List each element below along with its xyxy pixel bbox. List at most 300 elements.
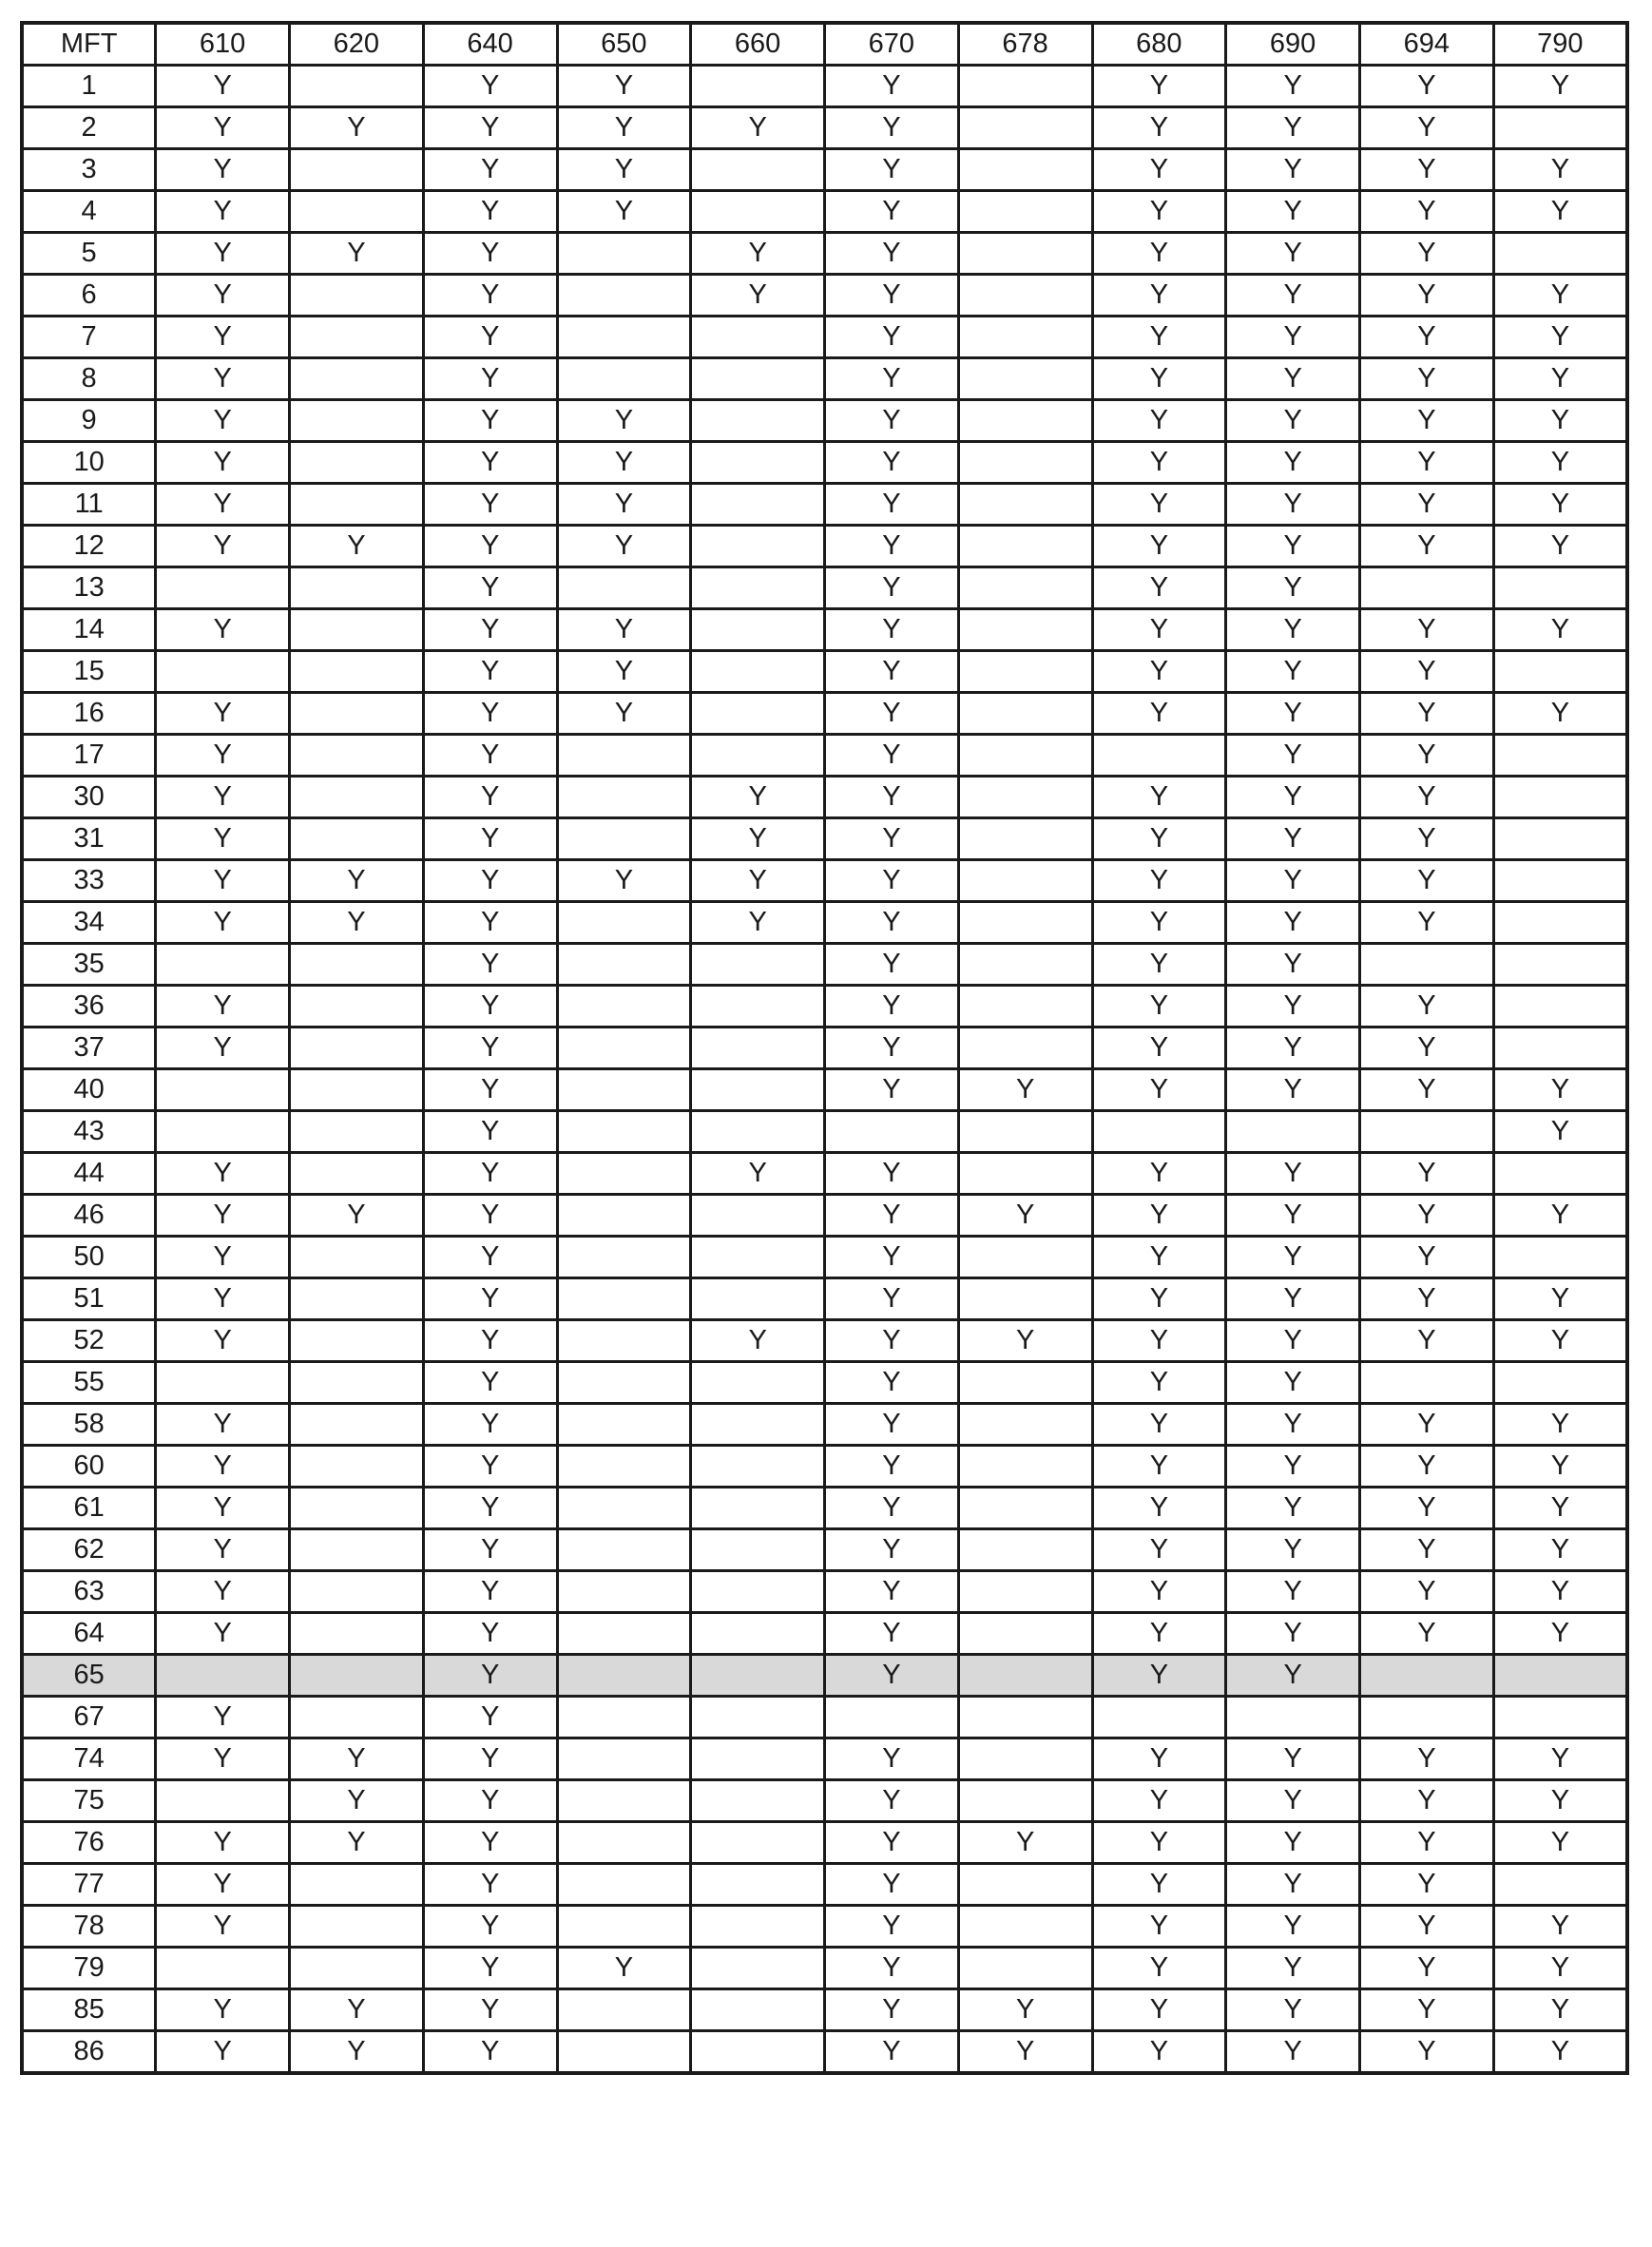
compatibility-cell bbox=[290, 1613, 424, 1655]
compatibility-cell bbox=[156, 1362, 290, 1404]
table-row bbox=[22, 2031, 1627, 2074]
mft-number-cell: 33 bbox=[22, 860, 156, 902]
compatibility-cell: Y bbox=[1360, 860, 1494, 902]
compatibility-cell bbox=[958, 275, 1092, 317]
compatibility-cell: Y bbox=[1226, 442, 1360, 484]
mft-number-cell: 64 bbox=[22, 1613, 156, 1655]
mft-number-cell: 79 bbox=[22, 1948, 156, 1989]
compatibility-cell: Y bbox=[1360, 1906, 1494, 1948]
compatibility-cell bbox=[691, 2031, 825, 2074]
compatibility-cell: Y bbox=[825, 1948, 959, 1989]
compatibility-cell: Y bbox=[958, 1195, 1092, 1237]
compatibility-cell bbox=[691, 1906, 825, 1948]
compatibility-cell: Y bbox=[1226, 651, 1360, 693]
compatibility-cell: Y bbox=[1092, 1237, 1226, 1278]
compatibility-cell bbox=[958, 1404, 1092, 1446]
compatibility-cell bbox=[958, 944, 1092, 986]
compatibility-cell: Y bbox=[1226, 986, 1360, 1027]
mft-number-cell: 11 bbox=[22, 484, 156, 526]
compatibility-cell: Y bbox=[557, 484, 691, 526]
compatibility-cell: Y bbox=[156, 484, 290, 526]
compatibility-cell: Y bbox=[156, 609, 290, 651]
compatibility-cell: Y bbox=[1360, 1069, 1494, 1111]
compatibility-cell: Y bbox=[423, 1195, 557, 1237]
compatibility-cell: Y bbox=[1360, 1738, 1494, 1780]
compatibility-cell: Y bbox=[1226, 1864, 1360, 1906]
compatibility-cell bbox=[958, 484, 1092, 526]
compatibility-cell: Y bbox=[1092, 1529, 1226, 1571]
compatibility-cell: Y bbox=[423, 651, 557, 693]
compatibility-cell bbox=[557, 1571, 691, 1613]
compatibility-cell: Y bbox=[1226, 1655, 1360, 1697]
compatibility-cell bbox=[1493, 1362, 1627, 1404]
compatibility-cell: Y bbox=[1092, 1738, 1226, 1780]
compatibility-cell bbox=[1360, 1111, 1494, 1153]
compatibility-cell: Y bbox=[825, 693, 959, 735]
compatibility-cell bbox=[691, 1362, 825, 1404]
compatibility-cell bbox=[958, 777, 1092, 818]
mft-number-cell: 9 bbox=[22, 400, 156, 442]
compatibility-cell: Y bbox=[423, 1864, 557, 1906]
compatibility-cell: Y bbox=[423, 1237, 557, 1278]
compatibility-cell: Y bbox=[1092, 1153, 1226, 1195]
compatibility-cell bbox=[691, 442, 825, 484]
compatibility-cell: Y bbox=[1360, 149, 1494, 191]
compatibility-cell: Y bbox=[825, 1069, 959, 1111]
mft-number-cell: 15 bbox=[22, 651, 156, 693]
compatibility-cell: Y bbox=[825, 818, 959, 860]
compatibility-cell: Y bbox=[423, 1989, 557, 2031]
compatibility-cell: Y bbox=[691, 818, 825, 860]
compatibility-cell: Y bbox=[1360, 1278, 1494, 1320]
compatibility-cell: Y bbox=[1360, 358, 1494, 400]
compatibility-cell: Y bbox=[423, 1948, 557, 1989]
compatibility-cell: Y bbox=[825, 1571, 959, 1613]
compatibility-cell: Y bbox=[1226, 1446, 1360, 1488]
compatibility-cell bbox=[1493, 1153, 1627, 1195]
compatibility-cell: Y bbox=[423, 1529, 557, 1571]
compatibility-cell: Y bbox=[691, 1153, 825, 1195]
compatibility-cell: Y bbox=[423, 1655, 557, 1697]
table-row bbox=[22, 1320, 1627, 1362]
compatibility-cell: Y bbox=[423, 1027, 557, 1069]
compatibility-cell: Y bbox=[1092, 1989, 1226, 2031]
compatibility-cell: Y bbox=[423, 1111, 557, 1153]
compatibility-cell: Y bbox=[825, 944, 959, 986]
compatibility-cell bbox=[1493, 944, 1627, 986]
compatibility-cell: Y bbox=[691, 902, 825, 944]
compatibility-cell: Y bbox=[156, 860, 290, 902]
compatibility-cell: Y bbox=[825, 1655, 959, 1697]
compatibility-cell: Y bbox=[156, 1822, 290, 1864]
compatibility-cell bbox=[958, 66, 1092, 107]
compatibility-cell: Y bbox=[557, 66, 691, 107]
compatibility-cell: Y bbox=[825, 735, 959, 777]
mft-number-cell: 5 bbox=[22, 233, 156, 275]
compatibility-cell: Y bbox=[1360, 1571, 1494, 1613]
compatibility-cell bbox=[1360, 944, 1494, 986]
compatibility-cell bbox=[290, 693, 424, 735]
compatibility-cell: Y bbox=[156, 358, 290, 400]
mft-number-cell: 40 bbox=[22, 1069, 156, 1111]
compatibility-cell: Y bbox=[1360, 233, 1494, 275]
column-header-model: 610 bbox=[156, 23, 290, 66]
compatibility-cell bbox=[557, 1613, 691, 1655]
column-header-model: 620 bbox=[290, 23, 424, 66]
compatibility-cell: Y bbox=[156, 2031, 290, 2074]
compatibility-cell: Y bbox=[1226, 107, 1360, 149]
table-row-highlighted bbox=[22, 1655, 1627, 1697]
column-header-model: 678 bbox=[958, 23, 1092, 66]
compatibility-cell: Y bbox=[1092, 1069, 1226, 1111]
compatibility-cell: Y bbox=[825, 902, 959, 944]
compatibility-cell: Y bbox=[290, 1738, 424, 1780]
table-row bbox=[22, 1697, 1627, 1738]
compatibility-cell bbox=[691, 1404, 825, 1446]
compatibility-cell: Y bbox=[1493, 1320, 1627, 1362]
compatibility-cell: Y bbox=[290, 1822, 424, 1864]
compatibility-cell: Y bbox=[1226, 902, 1360, 944]
compatibility-table bbox=[20, 21, 1629, 2075]
compatibility-cell bbox=[691, 66, 825, 107]
compatibility-cell bbox=[557, 1404, 691, 1446]
compatibility-cell bbox=[290, 149, 424, 191]
mft-number-cell: 46 bbox=[22, 1195, 156, 1237]
compatibility-cell: Y bbox=[156, 66, 290, 107]
compatibility-cell: Y bbox=[1360, 818, 1494, 860]
compatibility-cell: Y bbox=[1360, 1153, 1494, 1195]
compatibility-cell: Y bbox=[1226, 1027, 1360, 1069]
compatibility-cell: Y bbox=[1092, 609, 1226, 651]
compatibility-cell bbox=[557, 1822, 691, 1864]
compatibility-cell: Y bbox=[1493, 1446, 1627, 1488]
compatibility-cell bbox=[557, 567, 691, 609]
compatibility-cell: Y bbox=[156, 1153, 290, 1195]
compatibility-cell bbox=[1360, 1697, 1494, 1738]
mft-number-cell: 76 bbox=[22, 1822, 156, 1864]
compatibility-cell bbox=[290, 1153, 424, 1195]
compatibility-cell: Y bbox=[691, 777, 825, 818]
compatibility-cell bbox=[290, 1864, 424, 1906]
compatibility-cell bbox=[691, 1738, 825, 1780]
compatibility-cell: Y bbox=[290, 233, 424, 275]
compatibility-cell bbox=[290, 1655, 424, 1697]
compatibility-cell: Y bbox=[1360, 1195, 1494, 1237]
compatibility-cell bbox=[1493, 567, 1627, 609]
compatibility-cell bbox=[557, 358, 691, 400]
compatibility-cell bbox=[958, 1738, 1092, 1780]
compatibility-cell: Y bbox=[1226, 1906, 1360, 1948]
table-row bbox=[22, 191, 1627, 233]
compatibility-cell: Y bbox=[156, 191, 290, 233]
compatibility-cell bbox=[557, 1195, 691, 1237]
compatibility-cell: Y bbox=[1092, 191, 1226, 233]
compatibility-cell: Y bbox=[557, 526, 691, 567]
compatibility-cell: Y bbox=[1226, 1195, 1360, 1237]
compatibility-cell: Y bbox=[1360, 986, 1494, 1027]
compatibility-cell bbox=[691, 317, 825, 358]
compatibility-cell: Y bbox=[825, 107, 959, 149]
compatibility-cell: Y bbox=[1092, 986, 1226, 1027]
compatibility-cell: Y bbox=[958, 1320, 1092, 1362]
compatibility-cell: Y bbox=[156, 442, 290, 484]
compatibility-cell: Y bbox=[1092, 275, 1226, 317]
compatibility-cell: Y bbox=[825, 358, 959, 400]
compatibility-cell: Y bbox=[1360, 1613, 1494, 1655]
compatibility-cell: Y bbox=[290, 860, 424, 902]
compatibility-cell bbox=[290, 777, 424, 818]
compatibility-cell: Y bbox=[825, 484, 959, 526]
compatibility-cell: Y bbox=[156, 777, 290, 818]
compatibility-cell: Y bbox=[825, 860, 959, 902]
compatibility-cell: Y bbox=[1092, 66, 1226, 107]
compatibility-cell bbox=[557, 317, 691, 358]
table-row bbox=[22, 1948, 1627, 1989]
compatibility-cell: Y bbox=[1360, 693, 1494, 735]
compatibility-cell bbox=[691, 1948, 825, 1989]
compatibility-cell bbox=[557, 1153, 691, 1195]
compatibility-cell: Y bbox=[825, 1404, 959, 1446]
compatibility-cell bbox=[958, 149, 1092, 191]
compatibility-cell: Y bbox=[156, 526, 290, 567]
compatibility-cell: Y bbox=[423, 1613, 557, 1655]
compatibility-cell: Y bbox=[1226, 275, 1360, 317]
compatibility-cell: Y bbox=[557, 400, 691, 442]
compatibility-cell bbox=[1226, 1697, 1360, 1738]
compatibility-cell bbox=[1493, 1697, 1627, 1738]
compatibility-cell: Y bbox=[156, 1446, 290, 1488]
table-row bbox=[22, 1237, 1627, 1278]
compatibility-cell: Y bbox=[423, 1906, 557, 1948]
table-row bbox=[22, 358, 1627, 400]
compatibility-cell: Y bbox=[156, 400, 290, 442]
compatibility-cell: Y bbox=[423, 735, 557, 777]
compatibility-cell: Y bbox=[825, 1237, 959, 1278]
compatibility-cell bbox=[557, 1320, 691, 1362]
compatibility-cell: Y bbox=[423, 149, 557, 191]
table-body bbox=[22, 66, 1627, 2074]
table-row bbox=[22, 1027, 1627, 1069]
compatibility-cell: Y bbox=[825, 400, 959, 442]
compatibility-cell: Y bbox=[557, 107, 691, 149]
compatibility-cell: Y bbox=[1493, 693, 1627, 735]
compatibility-cell bbox=[958, 317, 1092, 358]
compatibility-cell bbox=[1493, 1864, 1627, 1906]
column-header-mft: MFT bbox=[22, 23, 156, 66]
compatibility-cell bbox=[958, 651, 1092, 693]
compatibility-cell: Y bbox=[1360, 1529, 1494, 1571]
compatibility-cell bbox=[958, 1446, 1092, 1488]
compatibility-cell bbox=[557, 986, 691, 1027]
mft-number-cell: 63 bbox=[22, 1571, 156, 1613]
compatibility-cell: Y bbox=[1493, 1278, 1627, 1320]
table-row bbox=[22, 693, 1627, 735]
compatibility-cell bbox=[156, 1780, 290, 1822]
compatibility-cell bbox=[290, 66, 424, 107]
compatibility-cell: Y bbox=[423, 1278, 557, 1320]
compatibility-cell: Y bbox=[290, 1780, 424, 1822]
compatibility-cell bbox=[691, 1780, 825, 1822]
compatibility-cell bbox=[691, 651, 825, 693]
compatibility-cell bbox=[557, 1655, 691, 1697]
compatibility-cell bbox=[1493, 233, 1627, 275]
table-row bbox=[22, 484, 1627, 526]
compatibility-cell bbox=[691, 1613, 825, 1655]
compatibility-cell: Y bbox=[1226, 358, 1360, 400]
compatibility-cell: Y bbox=[1360, 1989, 1494, 2031]
compatibility-cell: Y bbox=[1360, 107, 1494, 149]
compatibility-cell bbox=[557, 1864, 691, 1906]
compatibility-cell: Y bbox=[423, 1404, 557, 1446]
compatibility-cell bbox=[1092, 735, 1226, 777]
compatibility-cell: Y bbox=[1226, 1153, 1360, 1195]
compatibility-cell: Y bbox=[1493, 526, 1627, 567]
compatibility-cell: Y bbox=[290, 107, 424, 149]
compatibility-cell: Y bbox=[156, 1195, 290, 1237]
compatibility-cell: Y bbox=[423, 1822, 557, 1864]
compatibility-cell: Y bbox=[691, 233, 825, 275]
compatibility-cell bbox=[290, 986, 424, 1027]
compatibility-cell: Y bbox=[1360, 1237, 1494, 1278]
compatibility-cell bbox=[691, 1195, 825, 1237]
compatibility-cell bbox=[691, 149, 825, 191]
compatibility-cell: Y bbox=[1092, 1655, 1226, 1697]
compatibility-cell: Y bbox=[156, 1320, 290, 1362]
table-row bbox=[22, 944, 1627, 986]
compatibility-cell: Y bbox=[1226, 1488, 1360, 1529]
compatibility-cell: Y bbox=[1226, 693, 1360, 735]
compatibility-cell: Y bbox=[1360, 1822, 1494, 1864]
compatibility-cell bbox=[1360, 567, 1494, 609]
table-header bbox=[22, 23, 1627, 66]
compatibility-cell: Y bbox=[958, 1069, 1092, 1111]
compatibility-cell: Y bbox=[423, 1571, 557, 1613]
mft-number-cell: 30 bbox=[22, 777, 156, 818]
compatibility-cell: Y bbox=[825, 2031, 959, 2074]
table-row bbox=[22, 1571, 1627, 1613]
compatibility-cell bbox=[958, 1655, 1092, 1697]
compatibility-cell bbox=[691, 1529, 825, 1571]
compatibility-cell: Y bbox=[156, 233, 290, 275]
mft-number-cell: 61 bbox=[22, 1488, 156, 1529]
compatibility-cell bbox=[290, 1320, 424, 1362]
compatibility-cell: Y bbox=[423, 860, 557, 902]
compatibility-cell bbox=[958, 1948, 1092, 1989]
compatibility-cell: Y bbox=[423, 484, 557, 526]
compatibility-cell: Y bbox=[825, 1780, 959, 1822]
compatibility-cell: Y bbox=[1493, 1571, 1627, 1613]
compatibility-cell: Y bbox=[557, 442, 691, 484]
compatibility-cell bbox=[691, 986, 825, 1027]
compatibility-cell: Y bbox=[423, 191, 557, 233]
compatibility-cell: Y bbox=[1493, 1404, 1627, 1446]
compatibility-cell bbox=[691, 1027, 825, 1069]
compatibility-cell bbox=[290, 1529, 424, 1571]
compatibility-cell: Y bbox=[1226, 567, 1360, 609]
mft-number-cell: 77 bbox=[22, 1864, 156, 1906]
mft-number-cell: 4 bbox=[22, 191, 156, 233]
compatibility-cell: Y bbox=[825, 777, 959, 818]
compatibility-cell: Y bbox=[290, 2031, 424, 2074]
compatibility-cell: Y bbox=[1092, 651, 1226, 693]
compatibility-cell bbox=[825, 1111, 959, 1153]
compatibility-cell: Y bbox=[156, 902, 290, 944]
compatibility-cell: Y bbox=[825, 567, 959, 609]
compatibility-cell: Y bbox=[423, 1446, 557, 1488]
compatibility-cell bbox=[557, 1027, 691, 1069]
mft-number-cell: 16 bbox=[22, 693, 156, 735]
mft-number-cell: 62 bbox=[22, 1529, 156, 1571]
compatibility-cell: Y bbox=[1092, 1906, 1226, 1948]
compatibility-cell bbox=[557, 1446, 691, 1488]
compatibility-cell: Y bbox=[1226, 1069, 1360, 1111]
compatibility-cell bbox=[557, 735, 691, 777]
compatibility-cell: Y bbox=[1092, 1320, 1226, 1362]
compatibility-cell: Y bbox=[1493, 1822, 1627, 1864]
compatibility-cell: Y bbox=[1360, 66, 1494, 107]
compatibility-cell: Y bbox=[825, 1488, 959, 1529]
compatibility-cell: Y bbox=[156, 1738, 290, 1780]
compatibility-cell bbox=[290, 1404, 424, 1446]
column-header-model: 680 bbox=[1092, 23, 1226, 66]
compatibility-cell: Y bbox=[1493, 1069, 1627, 1111]
compatibility-cell: Y bbox=[1226, 1989, 1360, 2031]
compatibility-cell bbox=[290, 1446, 424, 1488]
mft-number-cell: 44 bbox=[22, 1153, 156, 1195]
compatibility-cell: Y bbox=[1226, 1780, 1360, 1822]
compatibility-cell bbox=[958, 526, 1092, 567]
column-header-model: 670 bbox=[825, 23, 959, 66]
mft-number-cell: 8 bbox=[22, 358, 156, 400]
compatibility-cell bbox=[557, 818, 691, 860]
compatibility-cell bbox=[691, 191, 825, 233]
compatibility-cell: Y bbox=[423, 1153, 557, 1195]
compatibility-cell: Y bbox=[156, 986, 290, 1027]
table-row bbox=[22, 1069, 1627, 1111]
table-row bbox=[22, 1529, 1627, 1571]
compatibility-cell bbox=[691, 1069, 825, 1111]
table-row bbox=[22, 149, 1627, 191]
compatibility-cell: Y bbox=[1092, 1362, 1226, 1404]
mft-number-cell: 34 bbox=[22, 902, 156, 944]
compatibility-cell: Y bbox=[1493, 317, 1627, 358]
table-row bbox=[22, 442, 1627, 484]
compatibility-cell: Y bbox=[423, 233, 557, 275]
compatibility-cell: Y bbox=[1092, 149, 1226, 191]
compatibility-cell: Y bbox=[156, 1529, 290, 1571]
compatibility-cell: Y bbox=[825, 986, 959, 1027]
compatibility-cell bbox=[557, 1237, 691, 1278]
table-row bbox=[22, 66, 1627, 107]
compatibility-cell bbox=[290, 1697, 424, 1738]
compatibility-cell: Y bbox=[1092, 358, 1226, 400]
compatibility-cell: Y bbox=[1360, 1780, 1494, 1822]
compatibility-cell: Y bbox=[1360, 191, 1494, 233]
compatibility-cell bbox=[691, 1278, 825, 1320]
compatibility-cell: Y bbox=[423, 442, 557, 484]
table-row bbox=[22, 567, 1627, 609]
compatibility-cell: Y bbox=[557, 693, 691, 735]
compatibility-cell bbox=[958, 1780, 1092, 1822]
compatibility-cell: Y bbox=[1360, 735, 1494, 777]
compatibility-cell: Y bbox=[156, 1404, 290, 1446]
compatibility-cell bbox=[691, 1697, 825, 1738]
mft-number-cell: 43 bbox=[22, 1111, 156, 1153]
compatibility-cell: Y bbox=[156, 1989, 290, 2031]
compatibility-cell: Y bbox=[1360, 1446, 1494, 1488]
compatibility-cell: Y bbox=[825, 1822, 959, 1864]
compatibility-cell: Y bbox=[825, 1320, 959, 1362]
